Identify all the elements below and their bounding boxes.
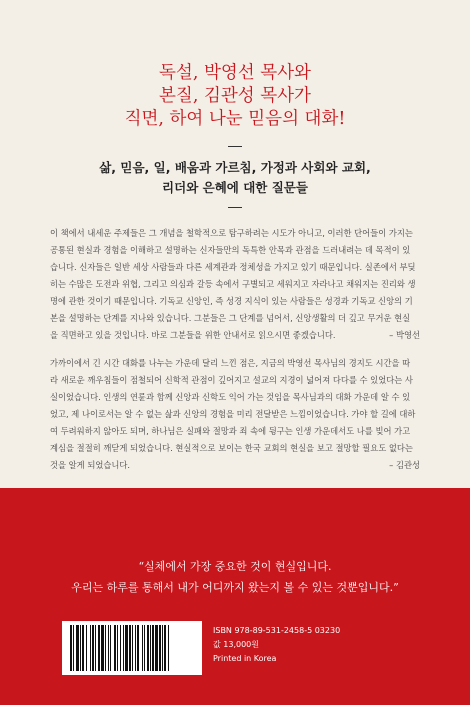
paragraph-line: 가까이에서 긴 시간 대화를 나누는 가운데 달리 느낀 점은, 지금의 박영선 목사님의 경지도 시간을 따 bbox=[50, 358, 411, 368]
paragraph-line: 공통된 현실과 경험을 이해하고 설명하는 신자들만의 독특한 안목과 관점을 드러내려는 데 목적이 있 bbox=[50, 245, 411, 255]
barcode bbox=[62, 621, 202, 675]
paragraph-line: 습니다. 신자들은 일반 세상 사람들과 다른 세계관과 정체성을 가지고 있기 때문입니다. 실존에서 부딪 bbox=[50, 262, 416, 272]
barcode-bar bbox=[86, 625, 87, 671]
subtitle-line: 리더와 은혜에 대한 질문들 bbox=[162, 180, 308, 195]
printed-in: Printed in Korea bbox=[213, 654, 277, 663]
endorsement-paragraph-1 bbox=[50, 225, 420, 344]
headline bbox=[0, 62, 470, 131]
headline-line: 본질, 김관성 목사가 bbox=[159, 86, 311, 106]
quote-line: 우리는 하루를 통해서 내가 어디까지 왔는지 볼 수 있는 것뿐입니다.” bbox=[71, 581, 399, 594]
paragraph-line: 계심을 절절히 깨닫게 되었습니다. 현실적으로 보이는 한국 교회의 현실을 보고 절망할 필요도 없다는 bbox=[50, 443, 413, 453]
barcode-bar bbox=[137, 625, 139, 671]
publication-info bbox=[213, 624, 340, 666]
paragraph-line: 을 직면하고 있을 것입니다. 바로 그분들을 위한 안내서로 읽으시면 좋겠습니다. bbox=[50, 330, 336, 340]
author-signature: – 박영선 bbox=[389, 330, 420, 340]
barcode-bar bbox=[142, 625, 143, 671]
barcode-bar bbox=[92, 625, 94, 671]
subtitle bbox=[0, 158, 470, 198]
divider bbox=[228, 207, 242, 208]
barcode-bar bbox=[135, 625, 136, 671]
barcode-bar bbox=[147, 625, 149, 671]
paragraph-line: 히는 수많은 도전과 위협, 그리고 의심과 갈등 속에서 구별되고 세워지고 자라나고 채워지는 진리와 생 bbox=[50, 279, 416, 289]
barcode-bar bbox=[150, 625, 151, 671]
barcode-bar bbox=[152, 625, 154, 671]
paragraph-line: 라 새로운 깨우침들이 점철되어 신학적 관점이 깊어지고 설교의 지경이 넓어져 다다를 수 있었다는 사 bbox=[50, 375, 413, 385]
subtitle-line: 삶, 믿음, 일, 배움과 가르침, 가정과 사회와 교회, bbox=[99, 160, 371, 175]
barcode-bar bbox=[144, 625, 145, 671]
barcode-bar bbox=[123, 625, 124, 671]
barcode-bar bbox=[168, 625, 169, 671]
barcode-bar bbox=[129, 625, 131, 671]
divider bbox=[228, 146, 242, 147]
barcode-bar bbox=[162, 625, 163, 671]
paragraph-line: 명에 관한 것이기 때문입니다. 기독교 신앙인, 즉 성경 지식이 있는 사람들은 성경과 기독교 신앙의 기 bbox=[50, 296, 413, 306]
barcode-bar bbox=[73, 625, 74, 671]
barcode-bar bbox=[90, 625, 91, 671]
endorsement-paragraph-2 bbox=[50, 355, 420, 474]
barcode-bar bbox=[105, 625, 106, 671]
quote bbox=[0, 556, 470, 598]
barcode-bar bbox=[125, 625, 128, 671]
author-signature: – 김관성 bbox=[389, 460, 420, 470]
paragraph-line: 것을 알게 되었습니다. bbox=[50, 460, 131, 470]
barcode-bar bbox=[95, 625, 96, 671]
paragraph-line: 었고, 제 나이로서는 알 수 없는 삶과 신앙의 경험을 미리 전달받은 느낌이었습니다. 가야 할 길에 대하 bbox=[50, 409, 416, 419]
barcode-bar bbox=[120, 625, 121, 671]
headline-line: 독설, 박영선 목사와 bbox=[159, 63, 311, 83]
barcode-bar bbox=[101, 625, 104, 671]
headline-line: 직면, 하여 나눈 믿음의 대화! bbox=[124, 109, 346, 129]
barcode-bar bbox=[76, 625, 79, 671]
barcode-bar bbox=[114, 625, 116, 671]
barcode-bar bbox=[117, 625, 118, 671]
isbn: ISBN 978-89-531-2458-5 03230 bbox=[213, 626, 341, 635]
barcode-bar bbox=[108, 625, 109, 671]
paragraph-line: 실이었습니다. 인생의 연륜과 함께 신앙과 신학도 익어 가는 것임을 목사님과의 대화 가운데 알 수 있 bbox=[50, 392, 411, 402]
barcode-bar bbox=[82, 625, 84, 671]
barcode-bar bbox=[110, 625, 111, 671]
quote-line: “실체에서 가장 중요한 것이 현실입니다. bbox=[138, 560, 332, 573]
paragraph-line: 본을 설명하는 단계를 지나와 있습니다. 그분들은 그 단계를 넘어서, 신앙생활의 더 깊고 무거운 현실 bbox=[50, 313, 411, 323]
barcode-bar bbox=[159, 625, 161, 671]
barcode-bar bbox=[70, 625, 72, 671]
barcode-bar bbox=[98, 625, 100, 671]
price: 값 13,000원 bbox=[213, 640, 259, 649]
paragraph-line: 이 책에서 내세운 주제들은 그 개념을 철학적으로 탐구하려는 시도가 아니고, 이러한 단어들이 가지는 bbox=[50, 228, 413, 238]
barcode-bar bbox=[132, 625, 133, 671]
barcode-bar bbox=[80, 625, 81, 671]
barcode-bar bbox=[155, 625, 158, 671]
barcode-bar bbox=[164, 625, 166, 671]
paragraph-line: 여 두려워하지 않아도 되며, 하나님은 실패와 절망과 죄 속에 뒹구는 인생 가운데서도 나를 빚어 가고 bbox=[50, 426, 411, 436]
barcode-icon bbox=[68, 625, 196, 671]
